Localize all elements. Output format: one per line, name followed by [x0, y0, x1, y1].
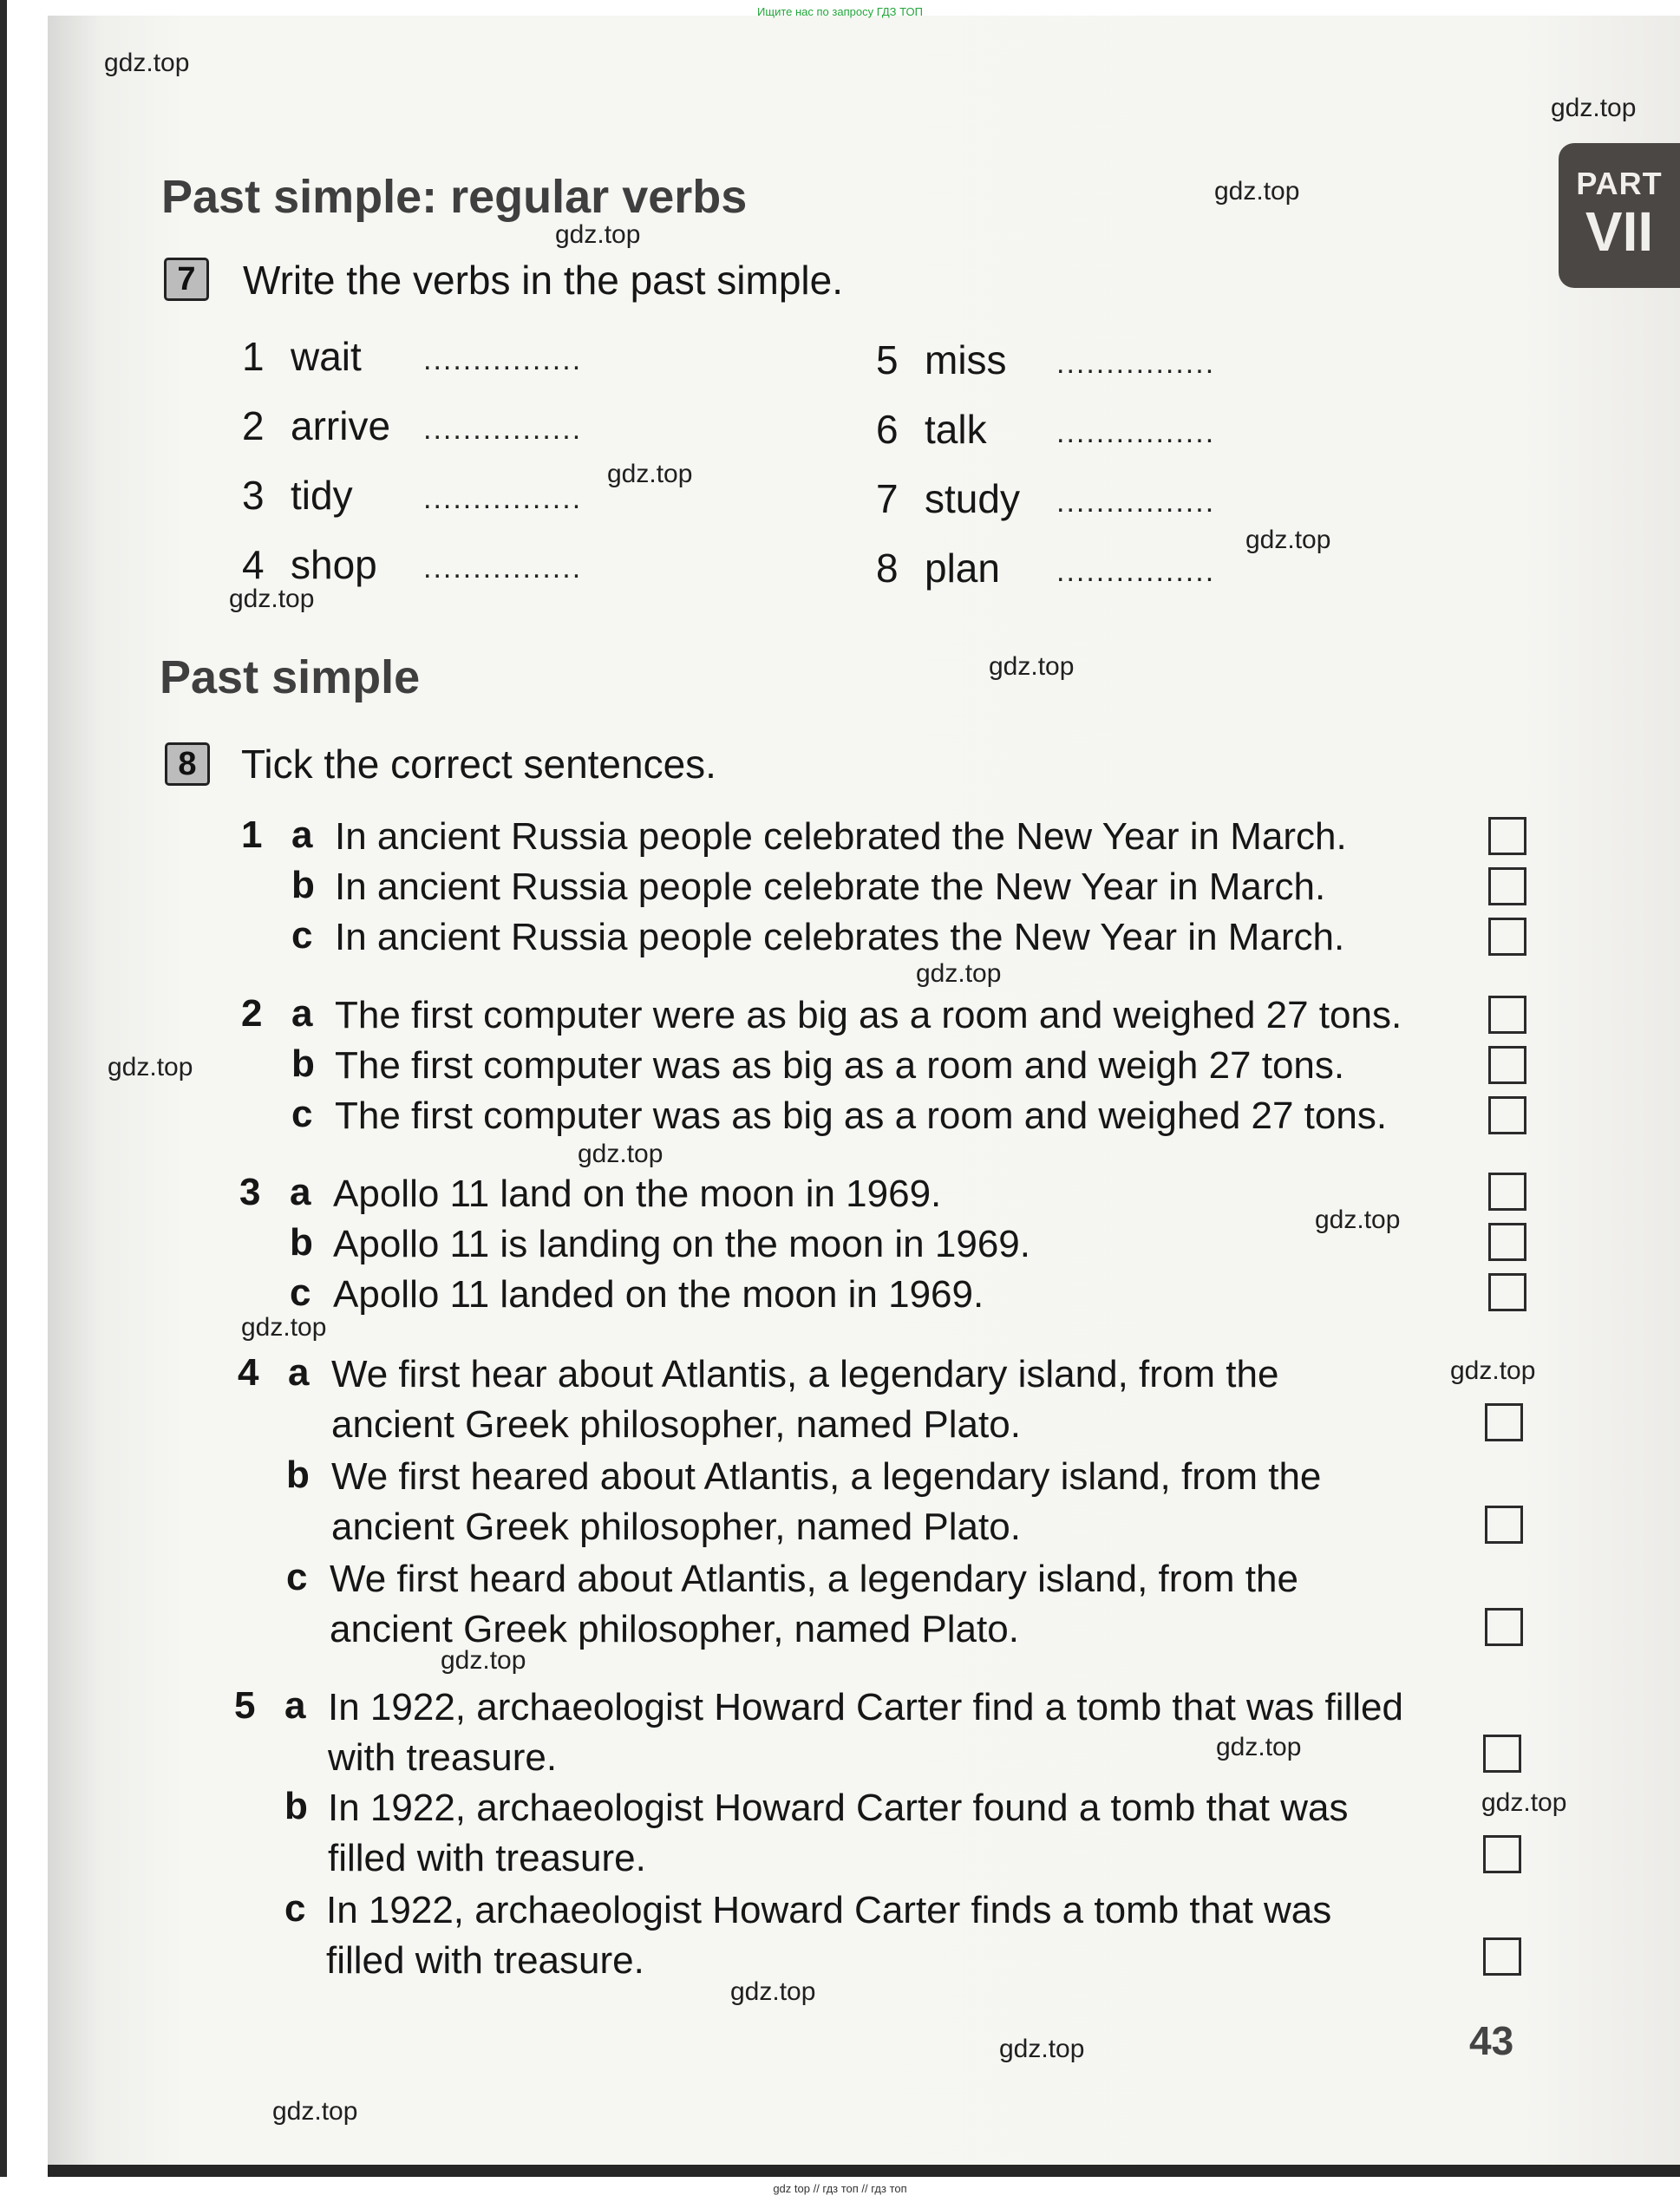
exercise-number-7: 7: [164, 258, 209, 301]
exercise-number-8: 8: [165, 742, 210, 786]
watermark: gdz.top: [104, 49, 190, 77]
watermark: gdz.top: [1214, 177, 1300, 206]
option-letter: a: [291, 992, 313, 1035]
tick-checkbox[interactable]: [1483, 1937, 1521, 1976]
option-letter: a: [290, 1171, 311, 1213]
verb-item: 6 talk: [876, 407, 987, 452]
option-letter: c: [291, 914, 313, 957]
option-sentence: The first computer was as big as a room and weighed 27 tons.: [335, 1094, 1388, 1137]
option-sentence: In 1922, archaeologist Howard Carter finds a tomb that was filled with treasure.: [326, 1889, 1332, 1982]
answer-blank[interactable]: ................: [423, 482, 583, 515]
item-number: 1: [241, 813, 263, 856]
tick-checkbox[interactable]: [1488, 996, 1526, 1034]
book-spine-shadow: [0, 0, 7, 2177]
option-sentence: The first computer was as big as a room and weigh 27 tons.: [335, 1044, 1345, 1087]
watermark: gdz.top: [916, 959, 1002, 988]
option-letter: b: [291, 864, 315, 906]
watermark: gdz.top: [730, 1977, 816, 2006]
answer-blank[interactable]: ................: [1056, 555, 1216, 588]
option-letter: b: [286, 1454, 310, 1496]
answer-blank[interactable]: ................: [423, 413, 583, 446]
watermark: gdz.top: [1245, 526, 1331, 554]
tick-checkbox[interactable]: [1488, 1046, 1526, 1084]
tick-checkbox[interactable]: [1488, 817, 1526, 855]
option-sentence: The first computer were as big as a room and weighed 27 tons.: [335, 994, 1402, 1036]
watermark: gdz.top: [441, 1646, 526, 1675]
option-sentence: We first hear about Atlantis, a legendary island, from the ancient Greek philosopher, named Plato.: [331, 1353, 1279, 1446]
part-tab: [1559, 143, 1680, 288]
tick-checkbox[interactable]: [1488, 1096, 1526, 1134]
option-sentence: In 1922, archaeologist Howard Carter found a tomb that was filled with treasure.: [328, 1787, 1349, 1879]
option-sentence: In ancient Russia people celebrates the New Year in March.: [335, 916, 1345, 958]
option-letter: c: [286, 1556, 308, 1598]
item-number: 5: [234, 1684, 256, 1727]
option-letter: c: [290, 1271, 311, 1314]
watermark: gdz.top: [999, 2035, 1085, 2063]
tick-checkbox[interactable]: [1485, 1506, 1523, 1544]
verb-item: 3 tidy: [242, 473, 353, 518]
verb-item: 7 study: [876, 476, 1020, 521]
item-number: 4: [238, 1351, 259, 1394]
option-letter: b: [291, 1042, 315, 1085]
tick-checkbox[interactable]: [1485, 1403, 1523, 1441]
option-letter: b: [284, 1785, 308, 1827]
section-title-regular-verbs: Past simple: regular verbs: [161, 171, 748, 223]
exercise-8-instruction: Tick the correct sentences.: [241, 742, 716, 787]
option-sentence: Apollo 11 land on the moon in 1969.: [333, 1173, 942, 1215]
watermark: gdz.top: [578, 1140, 664, 1168]
tick-checkbox[interactable]: [1488, 918, 1526, 956]
option-sentence: In ancient Russia people celebrated the New Year in March.: [335, 815, 1347, 858]
watermark: gdz.top: [229, 585, 315, 613]
option-sentence: Apollo 11 landed on the moon in 1969.: [333, 1273, 984, 1316]
option-letter: c: [291, 1093, 313, 1135]
watermark: gdz.top: [108, 1053, 193, 1081]
watermark: gdz.top: [1216, 1733, 1302, 1761]
option-sentence: We first heared about Atlantis, a legendary island, from the ancient Greek philosopher, named Plato.: [331, 1455, 1322, 1548]
option-letter: a: [291, 813, 313, 856]
verb-item: 1 wait: [242, 334, 362, 379]
bottom-note: gdz top // гдз топ // гдз топ: [773, 2182, 907, 2195]
option-letter: a: [288, 1351, 310, 1394]
item-number: 3: [239, 1171, 261, 1213]
watermark: gdz.top: [555, 220, 641, 249]
watermark: gdz.top: [1315, 1206, 1401, 1234]
answer-blank[interactable]: ................: [1056, 347, 1216, 380]
option-sentence: Apollo 11 is landing on the moon in 1969.: [333, 1223, 1030, 1265]
answer-blank[interactable]: ................: [423, 552, 583, 585]
option-letter: b: [290, 1221, 313, 1264]
option-sentence: In 1922, archaeologist Howard Carter find a tomb that was filled with treasure.: [328, 1686, 1403, 1779]
watermark: gdz.top: [607, 460, 693, 488]
watermark: gdz.top: [241, 1313, 327, 1342]
verb-item: 5 miss: [876, 337, 1007, 382]
page-bottom-edge: [48, 2165, 1680, 2177]
section-title-past-simple: Past simple: [160, 651, 421, 703]
tick-checkbox[interactable]: [1488, 1173, 1526, 1211]
tick-checkbox[interactable]: [1483, 1735, 1521, 1773]
watermark: gdz.top: [1481, 1788, 1567, 1817]
tick-checkbox[interactable]: [1488, 867, 1526, 905]
watermark: gdz.top: [1551, 94, 1637, 122]
part-label: PART: [1576, 166, 1663, 201]
option-letter: c: [284, 1887, 306, 1930]
top-search-note: Ищите нас по запросу ГДЗ ТОП: [757, 5, 923, 18]
tick-checkbox[interactable]: [1488, 1223, 1526, 1261]
answer-blank[interactable]: ................: [1056, 486, 1216, 519]
answer-blank[interactable]: ................: [423, 343, 583, 376]
watermark: gdz.top: [989, 652, 1075, 681]
answer-blank[interactable]: ................: [1056, 416, 1216, 449]
option-letter: a: [284, 1684, 306, 1727]
verb-item: 4 shop: [242, 542, 377, 587]
page-number: 43: [1469, 2018, 1514, 2063]
exercise-7-instruction: Write the verbs in the past simple.: [243, 258, 843, 303]
item-number: 2: [241, 992, 263, 1035]
option-sentence: We first heard about Atlantis, a legendary island, from the ancient Greek philosopher, named Plato.: [330, 1558, 1298, 1650]
watermark: gdz.top: [1450, 1356, 1536, 1385]
tick-checkbox[interactable]: [1485, 1608, 1523, 1646]
part-number: VII: [1585, 200, 1654, 263]
option-sentence: In ancient Russia people celebrate the New Year in March.: [335, 866, 1326, 908]
verb-item: 8 plan: [876, 546, 1000, 591]
tick-checkbox[interactable]: [1488, 1273, 1526, 1311]
verb-item: 2 arrive: [242, 403, 391, 448]
tick-checkbox[interactable]: [1483, 1835, 1521, 1873]
watermark: gdz.top: [272, 2097, 358, 2126]
